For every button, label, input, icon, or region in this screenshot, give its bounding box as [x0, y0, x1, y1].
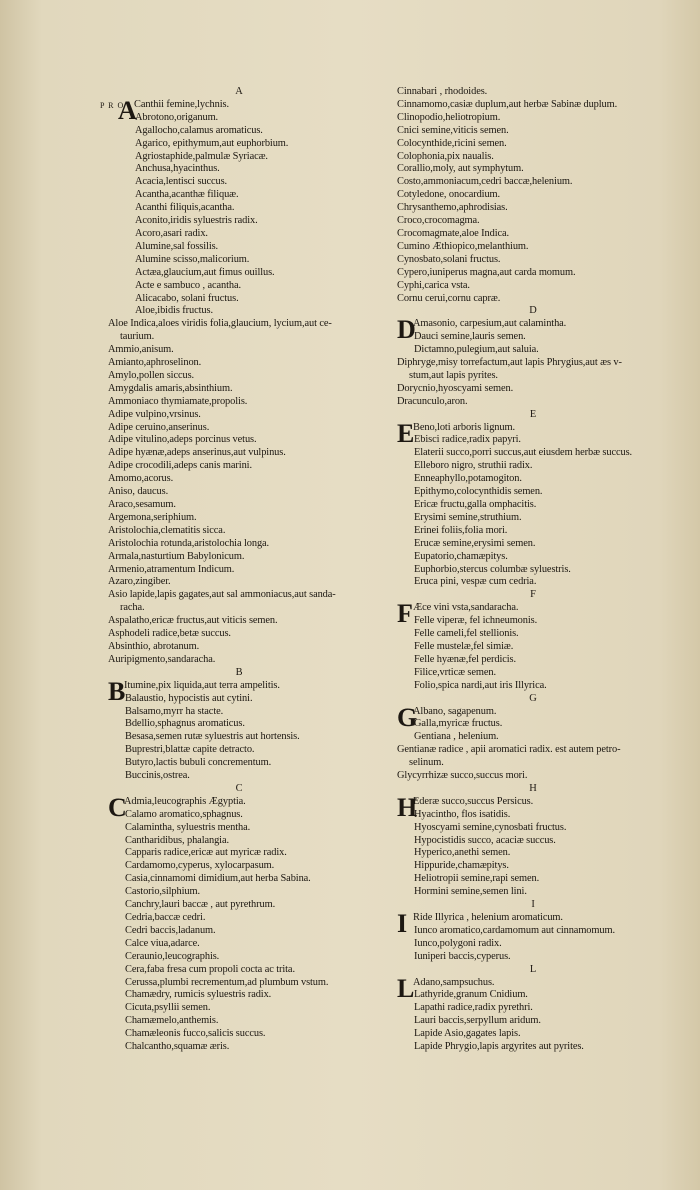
section-letter-e: E [529, 408, 537, 420]
entry: Æce vini vsta,sandaracha. [413, 602, 519, 614]
entry: Colocynthide,ricini semen. [397, 137, 507, 149]
section-f-list [414, 602, 669, 692]
entry: Dauci semine,lauris semen. [414, 331, 526, 343]
entry: Cinnabari , rhodoides. [397, 86, 488, 97]
section-g [397, 702, 669, 745]
entry: Asphodeli radice,betæ succus. [108, 628, 231, 640]
section-g-list-2 [397, 770, 669, 783]
entry: Itumine,pix liquida,aut terra ampelitis. [124, 679, 280, 691]
entry: Hyacintho, flos isatidis. [414, 808, 511, 820]
entry: Castorio,silphium. [125, 886, 200, 898]
entry: Adipe crocodili,adeps canis marini. [108, 460, 252, 472]
entry: Amygdalis amaris,absinthium. [108, 382, 233, 394]
section-letter-g: G [529, 692, 537, 704]
entry: Beno,loti arboris lignum. [413, 421, 515, 433]
entry: Amomo,acorus. [108, 473, 174, 485]
initial-e: E [397, 418, 415, 448]
entry: Iunco aromatico,cardamomum aut cinnamomum. [414, 924, 615, 936]
entry: Hyperico,anethi semen. [414, 847, 511, 859]
entry: Colophonia,pix naualis. [397, 150, 494, 162]
entry-gentianae: Gentianæ radice , apii aromatici radix. est autem petro- [397, 744, 621, 756]
entry: Lapathi radice,radix pyrethri. [414, 1002, 533, 1014]
section-h-list [414, 796, 669, 899]
entry: Ederæ succo,succus Persicus. [413, 795, 534, 807]
initial-b: B [108, 676, 126, 706]
entry: Clinopodio,heliotropium. [397, 111, 501, 123]
section-l [397, 973, 669, 1054]
entry: Agallocho,calamus aromaticus. [135, 124, 263, 136]
entry: Ammio,anisum. [108, 344, 174, 356]
entry: Agriostaphide,palmulæ Syriacæ. [135, 150, 268, 162]
entry: Cardamomo,cyperus, xylocarpasum. [125, 860, 275, 872]
entry: Adipe vulpino,vrsinus. [108, 408, 201, 420]
entry: Ceraunio,leucographis. [125, 950, 220, 962]
entry: Anchusa,hyacinthus. [135, 163, 220, 175]
entry: Balaustio, hypocistis aut cytini. [125, 692, 253, 704]
section-letter-c: C [235, 782, 243, 794]
entry: Hormini semine,semen lini. [414, 886, 527, 898]
entry: Aniso, daucus. [108, 486, 169, 498]
entry: Felle cameli,fel stellionis. [414, 628, 519, 640]
initial-l: L [397, 973, 415, 1003]
entry: Acacia,lentisci succus. [135, 176, 228, 188]
section-b [108, 676, 370, 783]
entry: Aristolochia rotunda,aristolochia longa. [108, 537, 270, 549]
entry: Lathyride,granum Cnidium. [414, 989, 528, 1001]
initial-i: I [397, 909, 408, 938]
entry: Acanthi filiquis,acantha. [135, 202, 235, 214]
entry: Crocomagmate,aloe Indica. [397, 227, 510, 239]
entry: Calce viua,adarce. [125, 937, 200, 949]
section-g-list [414, 706, 669, 745]
pro-prefix: P R O [100, 100, 125, 110]
entry: Balsamo,myrr ha stacte. [125, 705, 224, 717]
entry: Calamo aromatico,sphagnus. [125, 808, 243, 820]
entry: Cedria,baccæ cedri. [125, 912, 206, 923]
entry: Cyphi,carica vsta. [397, 279, 470, 291]
section-letter-l: L [529, 963, 537, 975]
entry: Alicacabo, solani fructus. [135, 292, 239, 304]
entry: Araco,sesamum. [108, 499, 176, 510]
entry-gentianae-cont: selinum. [409, 757, 444, 769]
section-a-first [100, 95, 370, 318]
entry: Canchry,lauri baccæ , aut pyrethrum. [125, 899, 276, 911]
entry: Erysimi semine,struthium. [414, 511, 522, 523]
entry: Aristolochia,clematitis sicca. [108, 524, 226, 536]
entry: Heliotropii semine,rapi semen. [414, 873, 540, 885]
entry: Bdellio,sphagnus aromaticus. [125, 718, 245, 730]
entry: Chamædry, rumicis syluestris radix. [125, 989, 272, 1001]
entry: Abrotono,origanum. [135, 111, 219, 123]
entry: Amasonio, carpesium,aut calamintha. [413, 318, 567, 330]
entry-aloe-cont: taurium. [120, 331, 155, 343]
entry: Dracunculo,aron. [397, 395, 468, 407]
entry: Epithymo,colocynthidis semen. [414, 486, 543, 498]
section-f [397, 599, 669, 692]
entry: Cinnamomo,casiæ duplum,aut herbæ Sabinæ duplum. [397, 98, 618, 110]
entry: Alumine scisso,malicorium. [135, 253, 250, 265]
section-letter-a: A [235, 86, 243, 97]
entry: Cynosbato,solani fructus. [397, 253, 501, 265]
entry: Elaterii succo,porri succus,aut eiusdem herbæ succus. [414, 447, 633, 459]
entry: Erinei foliis,folia mori. [414, 524, 508, 536]
entry: Casia,cinnamomi dimidium,aut herba Sabina. [125, 873, 311, 885]
entry-aloe: Aloe Indica,aloes viridis folia,glaucium, lycium,aut ce- [108, 318, 332, 330]
entry: Cedri baccis,ladanum. [125, 924, 216, 936]
entry: Chamæmelo,anthemis. [125, 1015, 219, 1027]
entry: Hyoscyami semine,cynosbati fructus. [414, 821, 567, 833]
entry: Chalcantho,squamæ æris. [125, 1041, 230, 1053]
entry: Lapide Asio,gagates lapis. [414, 1028, 521, 1040]
section-letter-d: D [529, 305, 537, 317]
entry: Cornu cerui,cornu capræ. [397, 292, 501, 304]
entry: Amylo,pollen siccus. [108, 369, 195, 381]
section-h [397, 792, 669, 899]
entry: Capparis radice,ericæ aut myricæ radix. [125, 847, 287, 859]
entry: Cera,faba fresa cum propoli cocta ac trita. [125, 963, 295, 975]
entry-asio: Asio lapide,lapis gagates,aut sal ammoniacus,aut sanda- [108, 589, 336, 601]
entry: Glycyrrhizæ succo,succus mori. [397, 770, 528, 782]
entry: Ericæ fructu,galla omphacitis. [414, 499, 537, 510]
section-c [108, 792, 370, 1054]
entry: Admia,leucographis Ægyptia. [124, 795, 246, 807]
entry: Buprestri,blattæ capite detracto. [125, 744, 255, 756]
section-d-list [414, 318, 669, 357]
right-column [397, 86, 669, 1054]
entry: Canthii femine,lychnis. [134, 98, 229, 110]
entry: Aloe,ibidis fructus. [135, 305, 213, 317]
entry: Lauri baccis,serpyllum aridum. [414, 1015, 541, 1027]
entry: Ride Illyrica , helenium aromaticum. [413, 912, 563, 923]
entry: Amianto,aphroselinon. [108, 357, 202, 369]
entry: Felle viperæ, fel ichneumonis. [414, 615, 538, 627]
entry: Buccinis,ostrea. [125, 770, 190, 782]
entry: Lapide Phrygio,lapis argyrites aut pyrites. [414, 1041, 584, 1053]
entry: Agarico, epithymum,aut euphorbium. [135, 137, 289, 149]
section-letter-f: F [530, 589, 536, 601]
entry: Iunco,polygoni radix. [414, 937, 502, 949]
section-e-list [414, 422, 669, 590]
section-i-list [414, 912, 669, 964]
entry: Hippuride,chamæpitys. [414, 860, 509, 872]
entry: Chrysanthemo,aphrodisias. [397, 202, 508, 214]
entry: Dictamno,pulegium,aut saluia. [414, 344, 539, 356]
entry: Azaro,zingiber. [108, 576, 171, 588]
entry: Felle mustelæ,fel simiæ. [414, 640, 514, 652]
entry: Armenio,atramentum Indicum. [108, 563, 235, 575]
section-a-list-2 [108, 344, 370, 589]
entry: Butyro,lactis bubuli concrementum. [125, 757, 272, 769]
initial-g: G [397, 702, 418, 732]
entry: Ammoniaco thymiamate,propolis. [108, 395, 248, 407]
initial-a: A [118, 95, 137, 125]
section-a-list-3 [108, 615, 370, 667]
entry: Adano,sampsuchus. [413, 976, 495, 988]
section-d [397, 315, 669, 357]
entry: Cerussa,plumbi recrementum,ad plumbum vstum. [125, 976, 329, 988]
entry: Euphorbio,stercus columbæ syluestris. [414, 563, 571, 575]
entry: Cotyledone, onocardium. [397, 189, 501, 201]
section-l-list [414, 977, 669, 1054]
entry: Cicuta,psyllii semen. [125, 1002, 211, 1014]
section-letter-h: H [529, 782, 537, 794]
section-e [397, 418, 669, 590]
entry: Adipe vitulino,adeps porcinus vetus. [108, 434, 257, 446]
entry: Adipe ceruino,anserinus. [108, 421, 210, 433]
entry: Erucæ semine,erysimi semen. [414, 537, 536, 549]
entry-diphryge-cont: stum,aut lapis pyrites. [409, 369, 498, 381]
entry: Elleboro nigro, struthii radix. [414, 460, 533, 472]
entry: Absinthio, abrotanum. [108, 640, 200, 652]
entry: Felle hyænæ,fel perdicis. [414, 653, 516, 665]
section-d-list-2 [397, 383, 669, 409]
entry: Argemona,seriphium. [108, 511, 197, 523]
entry: Auripigmento,sandaracha. [108, 653, 216, 665]
entry: Eruca pini, vespæ cum cedria. [414, 576, 537, 588]
entry: Cnici semine,viticis semen. [397, 124, 509, 136]
entry: Albano, sagapenum. [413, 705, 497, 717]
entry: Ebisci radice,radix papyri. [414, 434, 521, 446]
entry: Iuniperi baccis,cyperus. [414, 950, 511, 962]
entry: Corallio,moly, aut symphytum. [397, 163, 524, 175]
entry: Acte e sambuco , acantha. [135, 279, 241, 291]
bleed-through-shadow [670, 70, 700, 970]
entry: Costo,ammoniacum,cedri baccæ,helenium. [397, 176, 573, 188]
entry: Alumine,sal fossilis. [135, 240, 219, 252]
initial-h: H [397, 792, 418, 822]
section-b-list [125, 680, 370, 783]
entry: Aspalatho,ericæ fructus,aut viticis semen. [108, 615, 278, 627]
initial-d: D [397, 315, 416, 345]
section-i [397, 909, 669, 964]
entry: Actæa,glaucium,aut fimus ouillus. [135, 266, 275, 278]
section-a-list [125, 99, 370, 318]
entry: Folio,spica nardi,aut iris Illyrica. [414, 679, 547, 691]
section-c-list [125, 796, 370, 1054]
entry: Adipe hyænæ,adeps anserinus,aut vulpinus. [108, 447, 286, 459]
entry: Besasa,semen rutæ syluestris aut hortensis. [125, 731, 300, 743]
entry-diphryge: Diphryge,misy torrefactum,aut lapis Phrygius,aut æs v- [397, 357, 622, 369]
entry: Galla,myricæ fructus. [414, 718, 503, 730]
entry: Cantharidibus, phalangia. [125, 834, 229, 846]
entry: Dorycnio,hyoscyami semen. [397, 382, 514, 394]
entry: Calamintha, syluestris mentha. [125, 821, 251, 833]
section-letter-b: B [235, 666, 243, 678]
entry: Aconito,iridis syluestris radix. [135, 215, 258, 227]
entry-asio-cont: racha. [120, 602, 145, 614]
section-letter-i: I [531, 899, 535, 911]
entry: Enneaphyllo,potamogiton. [414, 473, 522, 485]
entry: Eupatorio,chamæpitys. [414, 550, 508, 562]
entry: Cumino Æthiopico,melanthium. [397, 240, 529, 252]
entry: Acoro,asari radix. [135, 227, 208, 239]
left-column [100, 86, 370, 1054]
entry: Acantha,acanthæ filiquæ. [135, 189, 239, 201]
entry: Armala,nasturtium Babylonicum. [108, 550, 245, 562]
entry: Croco,crocomagma. [397, 215, 480, 227]
entry: Cypero,iuniperus magna,aut carda momum. [397, 266, 576, 278]
entry: Hypocistidis succo, acaciæ succus. [414, 834, 556, 846]
section-c-list-right [397, 86, 669, 305]
initial-c: C [108, 792, 127, 822]
entry: Filice,vrticæ semen. [414, 666, 496, 678]
entry: Gentiana , helenium. [414, 731, 499, 743]
initial-f: F [397, 599, 413, 629]
entry: Chamæleonis fucco,salicis succus. [125, 1028, 266, 1040]
